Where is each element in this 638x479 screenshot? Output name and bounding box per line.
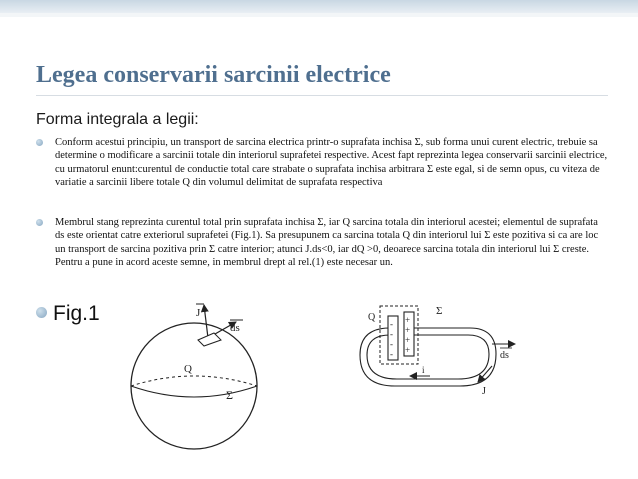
plate-sign: + [405,325,411,335]
label-ds: ds [500,350,509,361]
plate-sign: - [390,329,393,339]
plate-sign: + [405,345,411,355]
conductor-loop-inner [367,335,489,379]
label-ds: ds [230,322,240,334]
slide-subtitle: Forma integrala a legii: [36,111,199,128]
plate-sign: - [390,349,393,359]
plate-sign: + [405,315,411,325]
current-density-vector [204,305,208,338]
sphere-surface-diagram [118,300,270,475]
label-sigma: Σ [436,305,443,317]
label-sigma: Σ [226,388,233,402]
label-j: J [196,307,201,319]
bullet-dot-icon [36,219,43,226]
plate-sign: - [390,319,393,329]
slide-title: Legea conservarii sarcinii electrice [36,62,391,88]
label-i: i [422,365,425,375]
sphere-equator-front [131,386,257,397]
figure-label [36,302,100,326]
label-j: J [482,386,486,397]
surface-element-patch [198,333,221,346]
plate-sign: + [405,335,411,345]
bullet-text: Membrul stang reprezinta curentul total prin suprafata inchisa Σ, iar Q sarcina totala din interiorul acestei; elementul de suprafata ds este orientat catre exteriorul suprafetei (Fig.1). Sa presupunem ca sarcina totala Q din interiorul lui Σ este pozitiva si ca are loc un transport de sarcina pozitiva prin Σ catre interior; atunci J.ds<0, iar dQ >0, deoarece sarcina totala din interiorul lui Σ creste. Pentru a pune in acord aceste semne, in membrul drept al rel.(1) este necesar un. [55,217,599,269]
sphere-outline [131,323,257,449]
plate-sign: - [390,339,393,349]
bullet-item [36,136,608,190]
figure-label-text: Fig.1 [53,302,100,325]
header-strip [0,13,638,17]
bullet-dot-icon [36,307,47,318]
label-q: Q [184,363,192,375]
bullet-dot-icon [36,139,43,146]
sphere-equator-back [131,376,257,386]
capacitor-surface-diagram [350,300,530,400]
label-q: Q [368,312,376,323]
title-divider [36,95,608,96]
bullet-item [36,216,608,270]
bullet-text: Conform acestui principiu, un transport de sarcina electrica printr-o suprafata inchisa Σ, sub forma unui curent electric, trebuie sa determine o modificare a sarcinii totale din interiorul suprafetei respective. Acest fapt reprezinta legea conservarii sarcinii electrice, cu urmatorul enunt:curentul de conductie total care strabate o suprafata inchisa arbitrara Σ este egal, si de semn opus, cu viteza de variatie a sarcinii libere totale Q din volumul delimitat de suprafata respectiva [55,137,608,189]
header-band [0,0,638,13]
